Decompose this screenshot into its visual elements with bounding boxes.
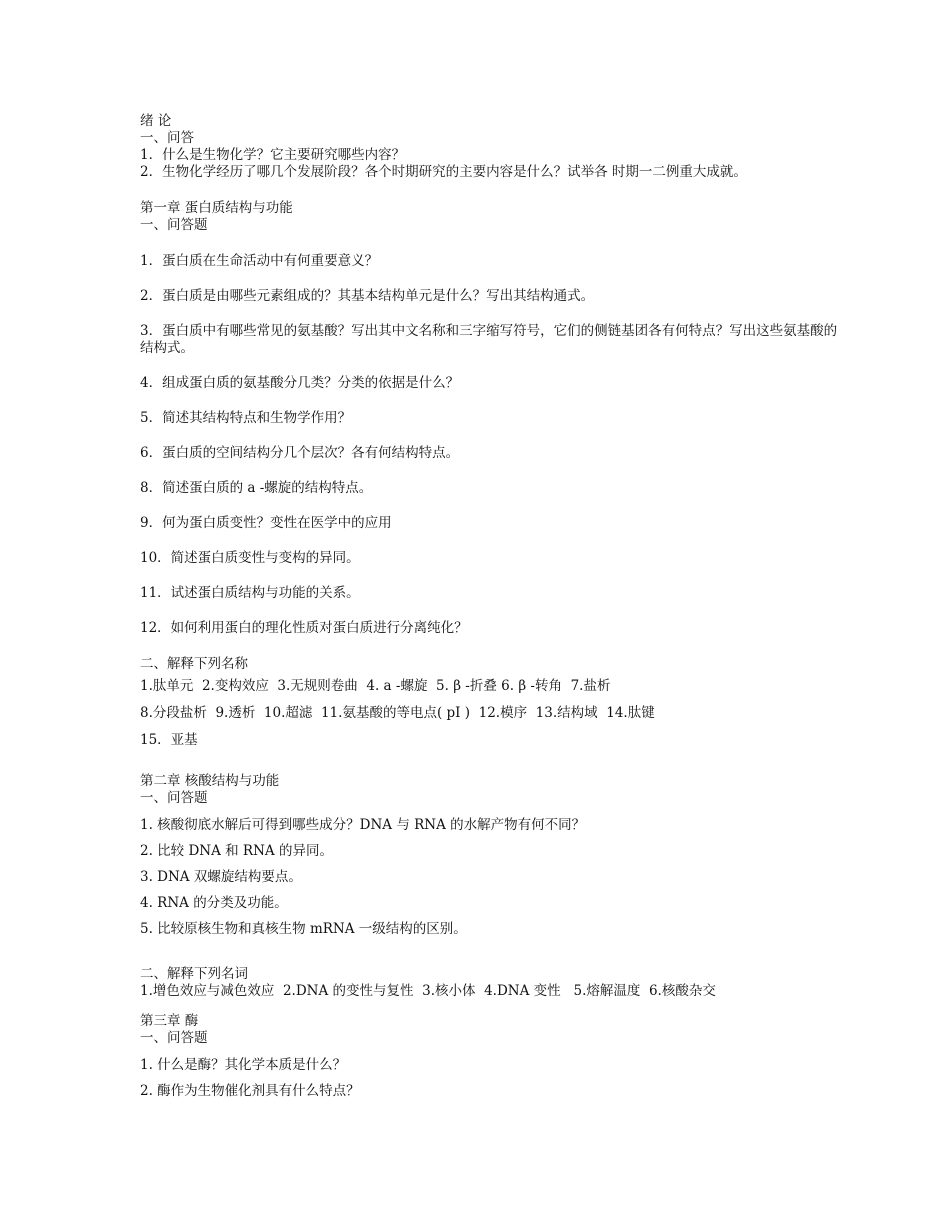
chapter3-section-qa: 一、问答题 (140, 1030, 208, 1046)
document-page (140, 113, 840, 1109)
intro-title: 绪 论 (140, 113, 172, 129)
chapter1-terms (140, 673, 840, 754)
chapter1-section-qa: 一、问答题 (140, 217, 208, 233)
chapter1-question-11: 11．试述蛋白质结构与功能的关系。 (140, 585, 360, 601)
chapter2-question-3: 3. DNA 双螺旋结构要点。 (140, 869, 302, 885)
chapter1-question-6: 6．蛋白质的空间结构分几个层次？各有何结构特点。 (140, 445, 460, 461)
chapter2-section-qa: 一、问答题 (140, 790, 208, 806)
intro-section-qa: 一、问答 (140, 130, 194, 146)
intro-question-1: 1．什么是生物化学？它主要研究哪些内容？ (140, 147, 406, 163)
chapter1-question-5: 5．简述其结构特点和生物学作用？ (140, 410, 352, 426)
chapter2-question-list (140, 817, 840, 938)
chapter1-question-1: 1．蛋白质在生命活动中有何重要意义？ (140, 253, 379, 269)
chapter1-question-8: 8．简述蛋白质的 a -螺旋的结构特点。 (140, 480, 373, 496)
chapter2-question-1: 1. 核酸彻底水解后可得到哪些成分？DNA 与 RNA 的水解产物有何不同？ (140, 817, 586, 833)
chapter3-title: 第三章 酶 (140, 1013, 199, 1029)
chapter1-section-terms: 二、解释下列名称 (140, 656, 248, 672)
chapter1-question-3: 3．蛋白质中有哪些常见的氨基酸？写出其中文名称和三字缩写符号，它们的侧链基团各有何特点？写出这些氨基酸的结构式。 (140, 323, 838, 356)
chapter1-question-4: 4．组成蛋白质的氨基酸分几类？分类的依据是什么？ (140, 375, 460, 391)
chapter2-question-5: 5. 比较原核生物和真核生物 mRNA 一级结构的区别。 (140, 921, 467, 937)
intro-question-2: 2．生物化学经历了哪几个发展阶段？各个时期研究的主要内容是什么？试举各 时期一二例重大成就。 (140, 164, 747, 180)
chapter2-title: 第二章 核酸结构与功能 (140, 773, 280, 789)
chapter2-terms-line: 1.增色效应与减色效应 2.DNA 的变性与复性 3.核小体 4.DNA 变性 5.熔解温度 6.核酸杂交 (140, 983, 716, 999)
chapter1-terms-line-2: 8.分段盐析 9.透析 10.超滤 11.氨基酸的等电点( pI ) 12.模序 13.结构域 14.肽键 (140, 705, 655, 721)
chapter1-question-10: 10．简述蛋白质变性与变构的异同。 (140, 550, 360, 566)
chapter1-title: 第一章 蛋白质结构与功能 (140, 200, 293, 216)
chapter1-terms-line-3: 15．亚基 (140, 732, 198, 748)
chapter1-question-9: 9．何为蛋白质变性？变性在医学中的应用 (140, 515, 392, 531)
chapter1-question-12: 12．如何利用蛋白的理化性质对蛋白质进行分离纯化？ (140, 620, 468, 636)
chapter3-question-2: 2. 酶作为生物催化剂具有什么特点？ (140, 1083, 360, 1099)
chapter3-question-1: 1. 什么是酶？其化学本质是什么？ (140, 1057, 347, 1073)
chapter1-question-list (140, 253, 840, 637)
chapter2-question-2: 2. 比较 DNA 和 RNA 的异同。 (140, 843, 333, 859)
chapter2-section-terms: 二、解释下列名词 (140, 966, 248, 982)
chapter1-terms-line-1: 1.肽单元 2.变构效应 3.无规则卷曲 4. a -螺旋 5. β -折叠 6. β -转角 7.盐析 (140, 678, 611, 694)
chapter2-question-4: 4. RNA 的分类及功能。 (140, 895, 288, 911)
chapter1-question-2: 2．蛋白质是由哪些元素组成的？其基本结构单元是什么？写出其结构通式。 (140, 288, 595, 304)
